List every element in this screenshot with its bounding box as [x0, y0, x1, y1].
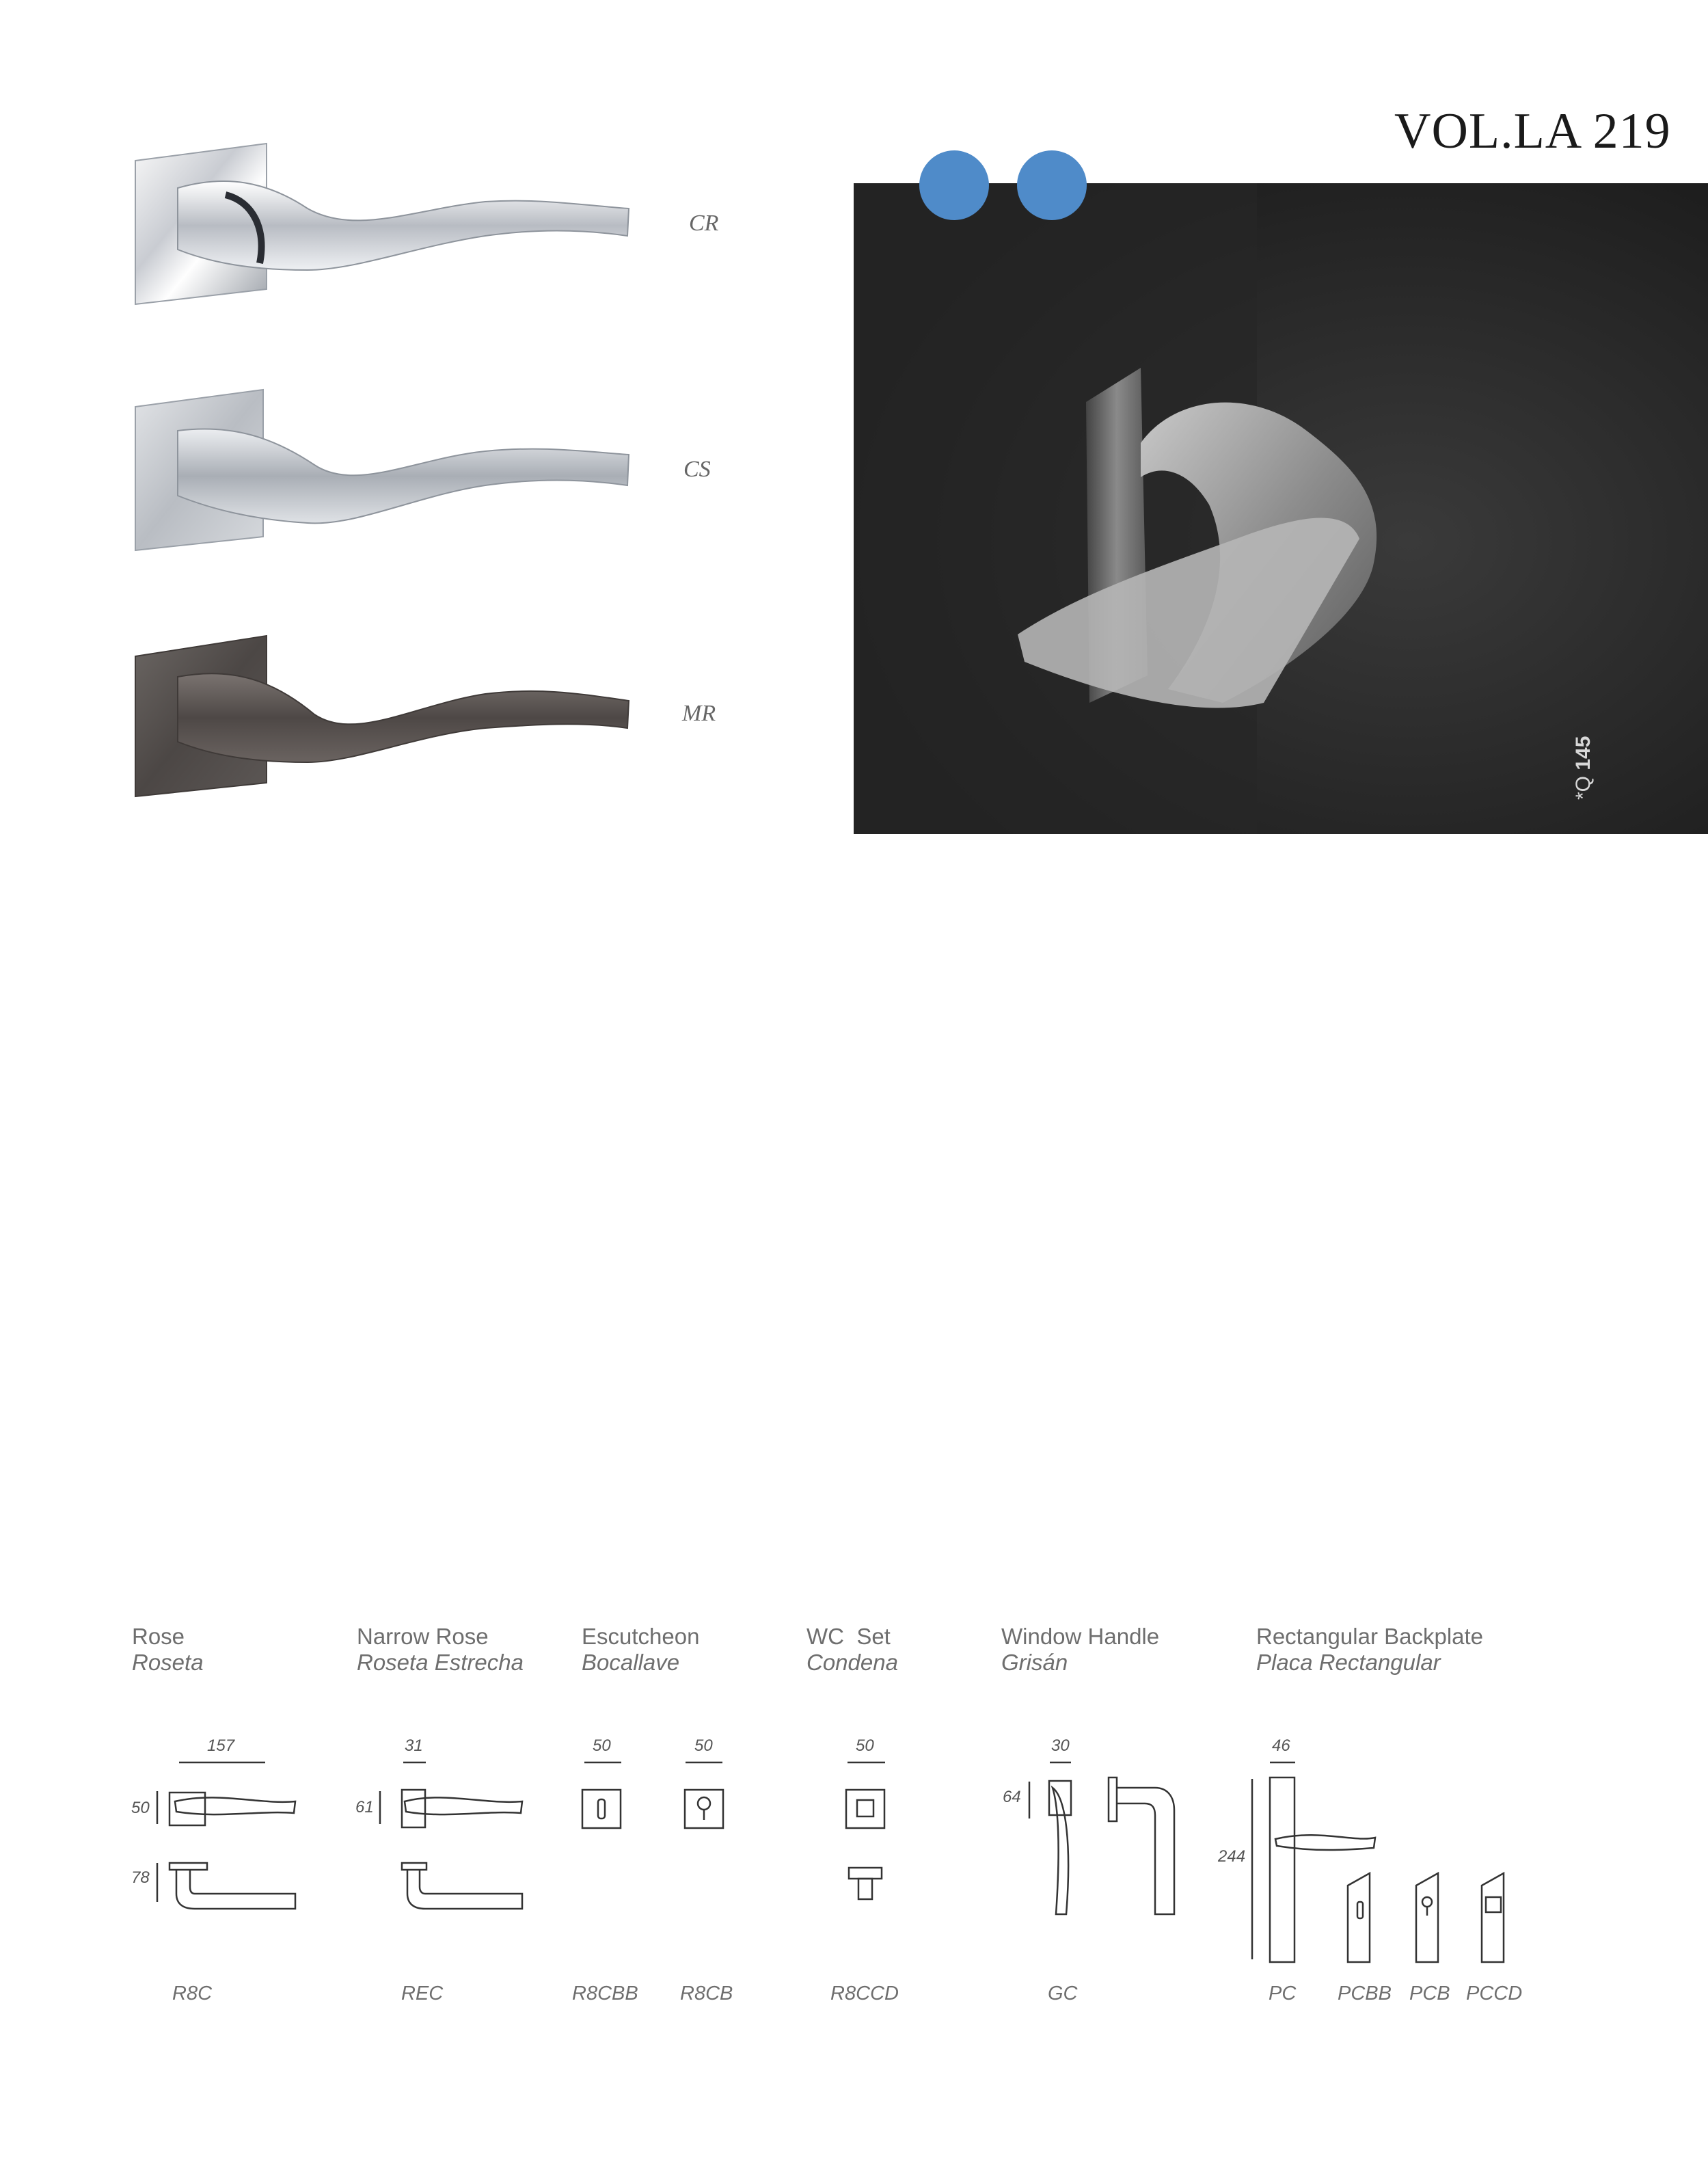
- product-code: PCCD: [1466, 1983, 1523, 2004]
- product-code: GC: [1048, 1983, 1078, 2004]
- category-en: Window Handle: [1001, 1624, 1160, 1649]
- quality-prefix: *Q: [1572, 775, 1595, 800]
- color-dot-2: [1017, 150, 1087, 220]
- product-code: R8CCD: [830, 1983, 899, 2004]
- product-code: R8CBB: [572, 1983, 638, 2004]
- product-code: PCB: [1409, 1983, 1450, 2004]
- dim-narrow-height: 61: [355, 1798, 374, 1816]
- category-es: Placa Rectangular: [1256, 1650, 1441, 1675]
- category-es: Condena: [806, 1650, 898, 1675]
- dim-narrow-width: 31: [405, 1736, 423, 1755]
- finish-code-mr: MR: [682, 701, 716, 726]
- product-code: R8CB: [680, 1983, 733, 2004]
- finish-code-cr: CR: [689, 211, 719, 236]
- category-es: Roseta Estrecha: [357, 1650, 524, 1675]
- dim-rose-height: 50: [131, 1799, 150, 1817]
- handle-image-matt-bronze: [130, 626, 642, 803]
- category-en: Narrow Rose: [357, 1624, 489, 1649]
- category-es: Roseta: [132, 1650, 204, 1675]
- dim-rose-depth: 78: [131, 1868, 150, 1887]
- product-code: PC: [1269, 1983, 1297, 2004]
- dim-plate-width: 46: [1272, 1736, 1290, 1755]
- category-rectangular-backplate: [1256, 1624, 1483, 1676]
- category-en: WC Set: [806, 1624, 891, 1649]
- quality-value: 145: [1572, 736, 1595, 770]
- product-code: REC: [401, 1983, 444, 2004]
- product-code: PCBB: [1338, 1983, 1392, 2004]
- dim-esc1-width: 50: [593, 1736, 611, 1755]
- dim-window-height: 64: [1003, 1788, 1021, 1806]
- category-es: Grisán: [1001, 1650, 1068, 1675]
- quality-label: [1572, 736, 1595, 800]
- dim-wc-width: 50: [856, 1736, 874, 1755]
- dim-plate-height: 244: [1218, 1847, 1246, 1866]
- category-escutcheon: [582, 1624, 699, 1676]
- finish-code-cs: CS: [683, 457, 711, 482]
- dim-window-width: 30: [1051, 1736, 1070, 1755]
- category-en: Rectangular Backplate: [1256, 1624, 1484, 1649]
- category-wc-set: [806, 1624, 898, 1676]
- category-window-handle: [1001, 1624, 1159, 1676]
- page-title: VOL.LA 219: [1394, 103, 1671, 159]
- category-en: Escutcheon: [582, 1624, 700, 1649]
- product-code: R8C: [172, 1983, 213, 2004]
- category-narrow-rose: [357, 1624, 524, 1676]
- technical-drawings: [0, 1723, 1708, 1996]
- category-rose: [132, 1624, 204, 1676]
- handle-image-satin-chrome: [130, 383, 642, 561]
- dim-rose-width: 157: [207, 1736, 235, 1755]
- color-dot-1: [919, 150, 989, 220]
- category-en: Rose: [132, 1624, 185, 1649]
- handle-image-chrome: [130, 133, 642, 318]
- category-es: Bocallave: [582, 1650, 680, 1675]
- dim-esc2-width: 50: [694, 1736, 713, 1755]
